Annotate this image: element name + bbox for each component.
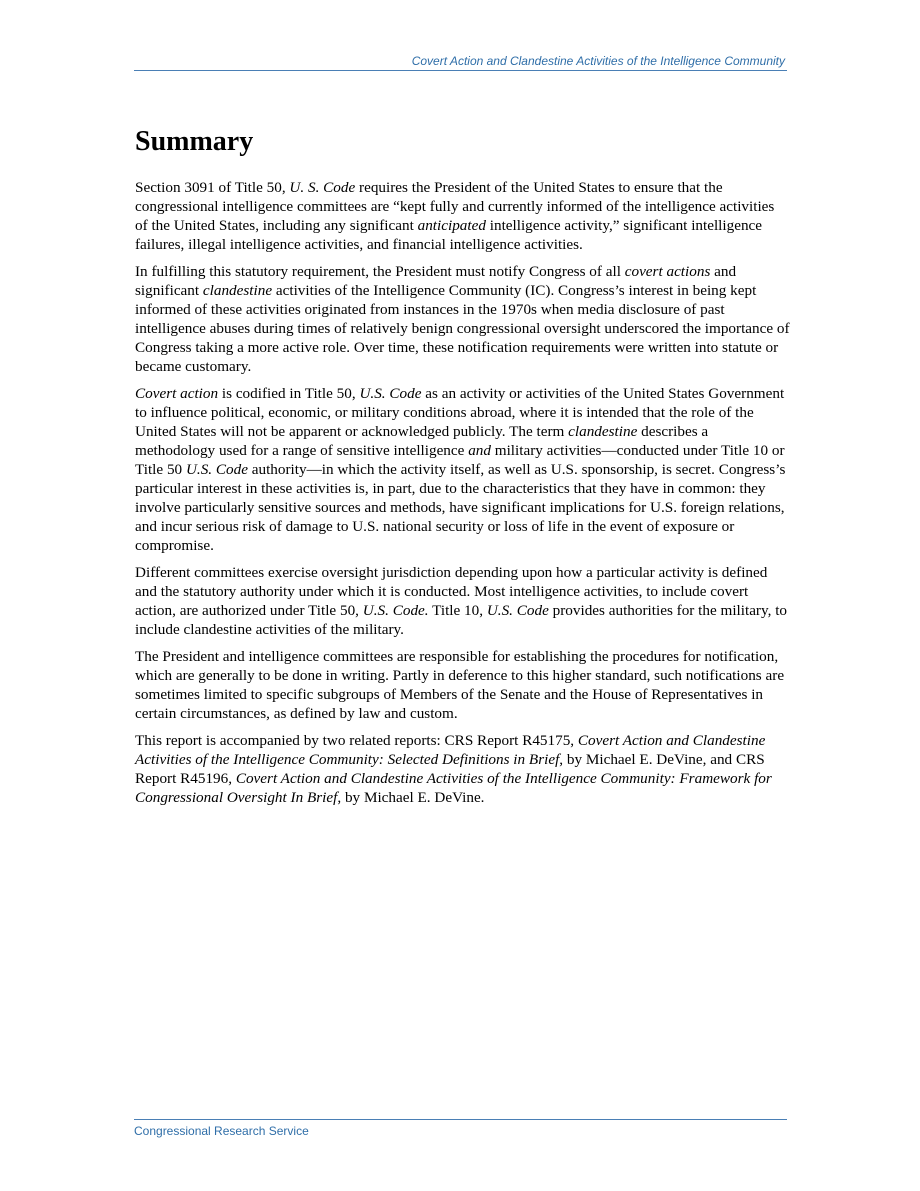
paragraph (135, 178, 790, 254)
text-run: describes a methodology used for a range of sensitive intelligence (135, 423, 709, 459)
text-run: , by Michael E. DeVine, and CRS Report R45196, (135, 751, 765, 787)
text-run: Title 10, (428, 602, 487, 619)
text-run: Section 3091 of Title 50, (135, 179, 290, 196)
text-run: This report is accompanied by two related reports: CRS Report R45175, (135, 732, 578, 749)
italic-text: clandestine (568, 423, 638, 440)
text-run: intelligence activity,” significant intelligence failures, illegal intelligence activities, and financial intelligence activities. (135, 217, 763, 253)
text-run: and significant (135, 263, 737, 299)
text-run: authority—in which the activity itself, as well as U.S. sponsorship, is secret. Congress’s particular interest in these activities is, in part, due to the characteristics that they have in common: they involve particularly sensitive sources and methods, have significant implications for U.S. foreign relations, and incur serious risk of damage to U.S. national security or loss of life in the event of exposure or compromise. (135, 461, 786, 554)
italic-text: U.S. Code (185, 461, 248, 478)
page-header (134, 53, 787, 71)
italic-text: Covert Action and Clandestine Activities of the Intelligence Community: Selected Definitions in Brief (135, 732, 766, 768)
italic-text: anticipated (417, 217, 486, 234)
paragraph (135, 647, 790, 723)
text-run: , by Michael E. DeVine. (337, 789, 485, 806)
italic-text: clandestine (202, 282, 273, 299)
footer-text: Congressional Research Service (134, 1124, 309, 1138)
document-body (135, 124, 790, 815)
text-run: is codified in Title 50, (218, 385, 360, 402)
text-run: provides authorities for the military, to include clandestine activities of the military. (135, 602, 788, 638)
paragraph (135, 563, 790, 639)
paragraph (135, 262, 790, 376)
italic-text: U.S. Code. (362, 602, 429, 619)
text-run: requires the President of the United States to ensure that the congressional intelligence committees are “kept fully and currently informed of the intelligence activities of the United States, including any significant (135, 179, 775, 234)
italic-text: Covert action (135, 385, 219, 402)
text-run: as an activity or activities of the United States Government to influence political, economic, or military conditions abroad, where it is intended that the role of the United States will not be apparent or acknowledged publicly. The term (135, 385, 785, 440)
text-run: The President and intelligence committees are responsible for establishing the procedures for notification, which are generally to be done in writing. Partly in deference to this higher standard, such notifications are sometimes limited to specific subgroups of Members of the Senate and the House of Representatives in certain circumstances, as defined by law and custom. (135, 648, 785, 722)
text-run: activities of the Intelligence Community (IC). Congress’s interest in being kept informed of these activities originated from instances in the 1970s when media disclosure of past intelligence abuses during times of relatively benign congressional oversight underscored the importance of Congress taking a more active role. Over time, these notification requirements were written into statute or became customary. (135, 282, 790, 375)
italic-text: U.S. Code (486, 602, 549, 619)
page-footer (134, 1119, 787, 1138)
italic-text: U.S. Code (359, 385, 422, 402)
italic-text: U. S. Code (289, 179, 356, 196)
text-run: In fulfilling this statutory requirement, the President must notify Congress of all (135, 263, 625, 280)
text-run: military activities—conducted under Title 10 or Title 50 (135, 442, 785, 478)
paragraph (135, 731, 790, 807)
italic-text: Covert Action and Clandestine Activities of the Intelligence Community: Framework for Congressional Oversight In Brief (135, 770, 772, 806)
text-run: Different committees exercise oversight jurisdiction depending upon how a particular activity is defined and the statutory authority under which it is conducted. Most intelligence activities, to include covert action, are authorized under Title 50, (135, 564, 768, 619)
paragraph (135, 384, 790, 555)
italic-text: covert actions (624, 263, 711, 280)
italic-text: and (468, 442, 491, 459)
running-title: Covert Action and Clandestine Activities of the Intelligence Community (411, 54, 785, 68)
page-title: Summary (135, 126, 254, 157)
